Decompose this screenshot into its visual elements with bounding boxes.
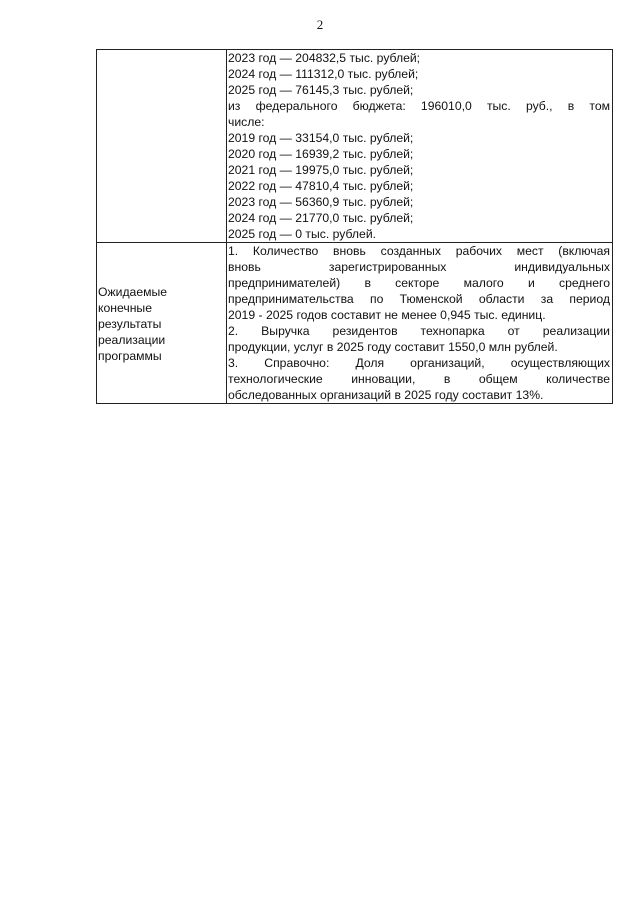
funding-line: 2024 год — 111312,0 тыс. рублей;	[228, 67, 419, 81]
funding-label-cell	[97, 50, 227, 243]
funding-line: 2020 год — 16939,2 тыс. рублей;	[228, 147, 414, 161]
result-line: предпринимательства по Тюменской области за период	[228, 292, 610, 306]
funding-line: 2022 год — 47810,4 тыс. рублей;	[228, 179, 414, 193]
result-line: вновь зарегистрированных индивидуальных	[228, 260, 610, 274]
result-line: технологические инновации, в общем количестве	[228, 372, 610, 386]
funding-line: 2024 год — 21770,0 тыс. рублей;	[228, 211, 414, 225]
program-passport-table	[96, 49, 613, 404]
expected-results-content-cell	[227, 243, 613, 404]
federal-budget-text	[228, 98, 610, 130]
label-line: конечные	[98, 301, 152, 315]
label-line: результаты	[98, 317, 162, 331]
funding-line: 2025 год — 0 тыс. рублей.	[228, 227, 377, 241]
page-number: 2	[316, 17, 324, 32]
label-line: Ожидаемые	[98, 285, 168, 299]
expected-results-label-cell	[97, 243, 227, 404]
federal-funding-lines	[228, 130, 610, 242]
funding-content-cell	[227, 50, 613, 243]
expected-results-label	[97, 243, 226, 364]
funding-lines	[228, 50, 610, 98]
funding-line: 2023 год — 204832,5 тыс. рублей;	[228, 51, 421, 65]
result-line: 1. Количество вновь созданных рабочих мест (включая	[228, 244, 610, 258]
result-line: 3. Справочно: Доля организаций, осуществляющих	[228, 356, 610, 370]
result-line: 2019 - 2025 годов составит не менее 0,945 тыс. единиц.	[228, 308, 546, 322]
funding-row	[97, 50, 613, 243]
funding-line: 2021 год — 19975,0 тыс. рублей;	[228, 163, 414, 177]
federal-budget-line: из федерального бюджета: 196010,0 тыс. руб., в том	[228, 99, 610, 113]
result-line: обследованных организаций в 2025 году составит 13%.	[228, 388, 544, 402]
label-line: программы	[98, 349, 162, 363]
result-line: 2. Выручка резидентов технопарка от реализации	[228, 324, 610, 338]
federal-budget-line: числе:	[228, 115, 265, 129]
funding-line: 2025 год — 76145,3 тыс. рублей;	[228, 83, 414, 97]
label-line: реализации	[98, 333, 166, 347]
result-line: предпринимателей) в секторе малого и среднего	[228, 276, 610, 290]
result-line: продукции, услуг в 2025 году составит 1550,0 млн рублей.	[228, 340, 558, 354]
expected-results-text	[228, 243, 610, 403]
funding-line: 2019 год — 33154,0 тыс. рублей;	[228, 131, 414, 145]
expected-results-row	[97, 243, 613, 404]
funding-line: 2023 год — 56360,9 тыс. рублей;	[228, 195, 414, 209]
